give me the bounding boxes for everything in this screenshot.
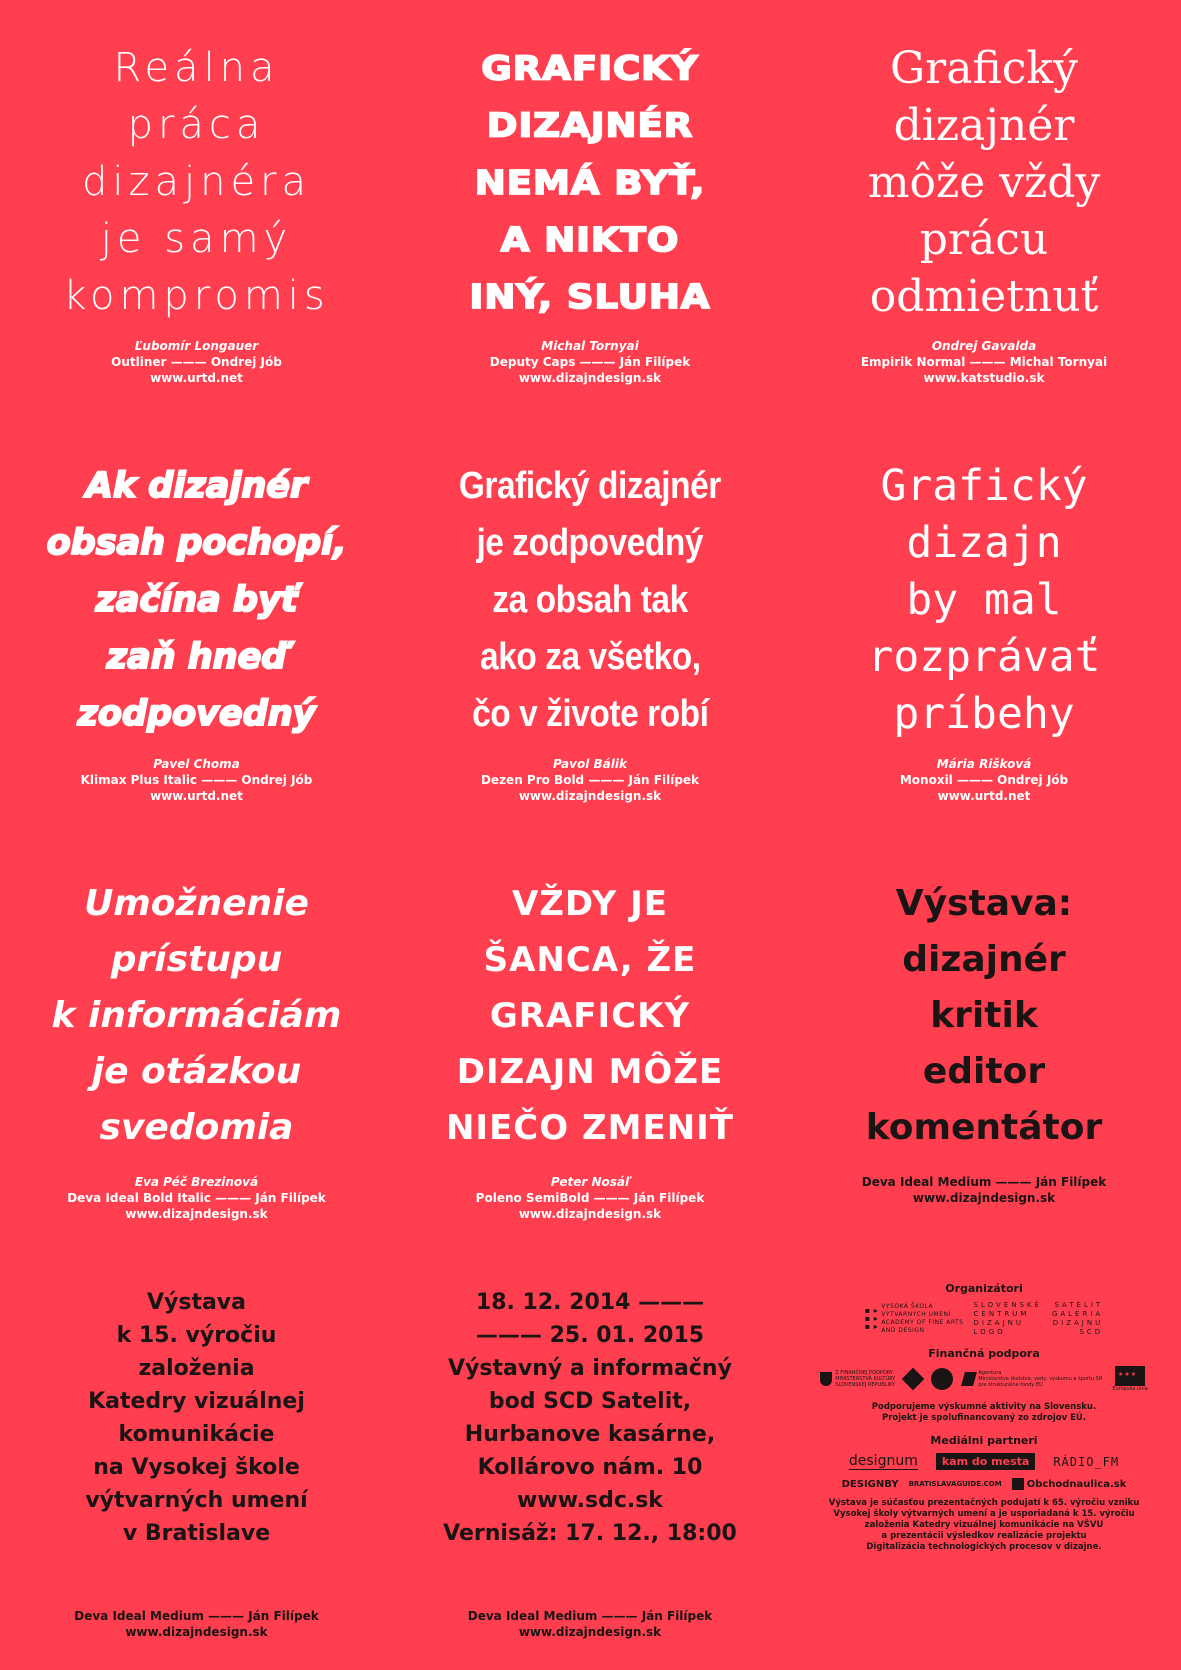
quote-line: k informáciám	[51, 995, 342, 1036]
anniversary-credit	[0, 1608, 393, 1640]
quote-text	[393, 458, 787, 743]
quote-line: čo v živote robí	[471, 693, 709, 735]
website-link[interactable]: www.urtd.net	[150, 371, 243, 385]
title-line: dizajnér	[902, 939, 1066, 980]
media-heading: Mediálni partneri	[930, 1434, 1038, 1447]
font-credit: Poleno SemiBold ——— Ján Filípek	[475, 1191, 705, 1205]
font-credit: Monoxil ——— Ondrej Jób	[899, 773, 1069, 787]
quote-line: dizajn	[906, 518, 1062, 568]
quote-author: Michal Tornyai	[541, 339, 639, 353]
radio-fm-logo: RÁDIO_FM	[1053, 1454, 1120, 1469]
event-dates-end: ——— 25. 01. 2015	[475, 1323, 705, 1348]
website-link[interactable]: www.dizajndesign.sk	[125, 1625, 268, 1639]
support-logos	[787, 1366, 1181, 1392]
info-line: na Vysokej škole	[93, 1455, 300, 1480]
quote-line: je zodpovedný	[476, 522, 704, 564]
obchodnaulica-logo-text: Obchodnaulica.sk	[1026, 1478, 1127, 1490]
quote-line: kompromis	[63, 273, 330, 319]
vsvu-logo	[865, 1303, 964, 1335]
quote-line: odmietnuť	[869, 271, 1099, 322]
venue-line: Hurbanove kasárne,	[464, 1422, 716, 1447]
house-icon	[1012, 1478, 1024, 1490]
quote-line: NEMÁ BYŤ,	[474, 163, 706, 202]
eu-flag-icon	[1115, 1366, 1145, 1386]
font-credit: Deva Ideal Medium ——— Ján Filípek	[74, 1609, 319, 1623]
vernissage-line: Vernisáž: 17. 12., 18:00	[443, 1521, 737, 1546]
anniversary-text	[0, 1286, 393, 1550]
agency-logo-text: Agentúra Ministerstva školstva, vedy, výskumu a športu SR pre štrukturálne fondy EÚ	[978, 1370, 1103, 1388]
quote-text	[393, 40, 787, 325]
quote-line: DIZAJN MÔŽE	[456, 1052, 724, 1092]
eu-logo	[1112, 1366, 1147, 1392]
venue-website-link[interactable]: www.sdc.sk	[517, 1488, 663, 1513]
support-note: Podporujeme výskumné aktivity na Slovensku. Projekt je spolufinancovaný zo zdrojov EÚ.	[871, 1402, 1097, 1423]
coat-of-arms-icon	[820, 1372, 832, 1386]
quote-author: Peter Nosáľ	[550, 1175, 630, 1189]
website-link[interactable]: www.dizajndesign.sk	[518, 1207, 662, 1221]
font-credit: Klimax Plus Italic ——— Ondrej Jób	[80, 773, 313, 787]
quote-credit	[393, 1174, 787, 1222]
title-line: Výstava:	[895, 883, 1073, 924]
exhibition-title	[787, 876, 1181, 1156]
website-link[interactable]: www.urtd.net	[937, 789, 1031, 803]
quote-line: rozprávať	[867, 632, 1101, 682]
quote-text	[787, 40, 1181, 325]
eu-logo-text: Európska únia	[1112, 1386, 1148, 1392]
quote-line: je otázkou	[91, 1051, 302, 1092]
title-line: komentátor	[865, 1107, 1103, 1148]
quote-line: je samý	[100, 216, 293, 262]
font-credit: Deva Ideal Medium ——— Ján Filípek	[467, 1609, 713, 1623]
quote-line: svedomia	[99, 1107, 294, 1148]
website-link[interactable]: www.dizajndesign.sk	[518, 371, 662, 385]
quote-text	[0, 458, 393, 743]
ministry-logo-text: Z FINANČNEJ PODPORY MINISTERSTVA KULTÚRY SLOVENSKEJ REPUBLIKY	[835, 1370, 896, 1388]
quote-line: za obsah tak	[492, 579, 688, 621]
font-credit: Dezen Pro Bold ——— Ján Filípek	[480, 773, 700, 787]
event-dates-start: 18. 12. 2014 ———	[475, 1290, 705, 1315]
font-credit: Outliner ——— Ondrej Jób	[111, 355, 282, 369]
quote-line: prácu	[919, 214, 1049, 265]
quote-credit	[0, 756, 393, 804]
quote-line: práca	[127, 102, 266, 148]
obchodnaulica-logo	[1012, 1478, 1127, 1490]
quote-block-gavalda	[787, 0, 1181, 418]
info-line: v Bratislave	[122, 1521, 271, 1546]
quote-credit	[787, 756, 1181, 804]
anniversary-block	[0, 1254, 393, 1670]
quote-line: dizajnéra	[81, 159, 312, 205]
quote-line: DIZAJNÉR	[486, 106, 694, 145]
info-line: k 15. výročiu	[116, 1323, 277, 1348]
media-logos-row-1	[787, 1453, 1181, 1470]
quote-block-balik	[393, 418, 787, 836]
quote-block-brezinova	[0, 836, 393, 1254]
quote-text	[393, 876, 787, 1156]
quote-credit	[0, 338, 393, 386]
kam-do-mesta-logo: kam do mesta	[936, 1453, 1035, 1470]
quote-line: VŽDY JE	[511, 884, 669, 924]
event-credit	[393, 1608, 787, 1640]
designby-logo: DESIGNBY	[841, 1478, 899, 1490]
quote-author: Pavol Bálik	[553, 757, 627, 771]
quote-credit	[0, 1174, 393, 1222]
agency-mark-icon	[961, 1372, 977, 1386]
quote-line: zodpovedný	[77, 694, 316, 734]
satelit-logo: SATELIT GALÉRIA DIZAJNU SCD	[1051, 1301, 1104, 1336]
quote-line: GRAFICKÝ	[481, 49, 699, 88]
quote-line: Reálna	[113, 45, 280, 91]
quote-text	[0, 40, 393, 325]
agency-logo	[963, 1370, 1102, 1388]
quote-line: GRAFICKÝ	[489, 996, 691, 1036]
info-line: komunikácie	[118, 1422, 275, 1447]
quote-block-longauer	[0, 0, 393, 418]
font-credit: Deva Ideal Medium ——— Ján Filípek	[861, 1175, 1107, 1189]
quote-line: obsah pochopí,	[46, 523, 347, 563]
quote-line: začína byť	[95, 580, 298, 620]
partners-panel	[787, 1282, 1181, 1553]
vsvu-logo-text: VYSOKÁ ŠKOLA VÝTVARNÝCH UMENÍ ACADEMY OF FINE ARTS AND DESIGN	[881, 1303, 964, 1334]
website-link[interactable]: www.dizajndesign.sk	[125, 1207, 268, 1221]
designum-logo: designum	[848, 1453, 918, 1469]
quote-line: Grafický	[890, 43, 1078, 94]
quote-credit	[393, 338, 787, 386]
partners-block	[787, 1254, 1181, 1670]
vsvu-logo-mark: ▪ ▸ ▪ ▸ ▪ ▸	[864, 1306, 879, 1331]
quote-block-tornyai	[393, 0, 787, 418]
quote-line: zaň hneď	[106, 637, 287, 677]
quote-line: INÝ, SLUHA	[469, 277, 711, 316]
venue-line: bod SCD Satelit,	[488, 1389, 692, 1414]
info-line: založenia	[138, 1356, 255, 1381]
organizers-heading: Organizátori	[945, 1282, 1023, 1295]
bratislavaguide-logo: BRATISLAVAGUIDE.COM	[908, 1480, 1002, 1488]
font-credit: Deva Ideal Bold Italic ——— Ján Filípek	[67, 1191, 326, 1205]
website-link[interactable]: www.urtd.net	[150, 789, 243, 803]
website-link[interactable]: www.dizajndesign.sk	[518, 1625, 662, 1639]
quote-author: Ľubomír Longauer	[134, 339, 259, 353]
quote-line: Grafický dizajnér	[458, 465, 722, 507]
quote-text	[787, 458, 1181, 743]
quote-line: Ak dizajnér	[85, 466, 308, 506]
quote-line: môže vždy	[867, 157, 1101, 208]
quote-line: príbehy	[893, 689, 1075, 739]
quote-text	[0, 876, 393, 1156]
quote-author: Ondrej Gavalda	[931, 339, 1037, 353]
quote-author: Mária Rišková	[936, 757, 1032, 771]
final-note: Výstava je súčasťou prezentačných podujatí k 65. výročiu vzniku Vysokej školy výtvarných umení a je usporiadaná k 15. výročiu založenia Katedry vizuálnej komunikácie na VŠVU a prezentácii výsledkov realizácie projektu Digitalizácia technologických procesov v dizajne.	[828, 1498, 1140, 1552]
quote-block-riskova	[787, 418, 1181, 836]
font-credit: Empirik Normal ——— Michal Tornyai	[860, 355, 1108, 369]
website-link[interactable]: www.dizajndesign.sk	[518, 789, 662, 803]
quote-author: Pavel Choma	[153, 757, 240, 771]
quote-line: Grafický	[880, 461, 1088, 511]
title-line: editor	[922, 1051, 1046, 1092]
quote-block-nosal	[393, 836, 787, 1254]
font-credit: Deputy Caps ——— Ján Filípek	[489, 355, 691, 369]
info-line: výtvarných umení	[85, 1488, 308, 1513]
quote-line: prístupu	[110, 939, 283, 980]
info-line: Výstava	[146, 1290, 246, 1315]
round-seal-icon	[931, 1368, 953, 1390]
quote-line: ŠANCA, ŽE	[483, 940, 697, 980]
venue-address: Kollárovo nám. 10	[477, 1455, 703, 1480]
venue-line: Výstavný a informačný	[448, 1356, 732, 1381]
scd-logo: SLOVENSKÉ CENTRUM DIZAJNU LOGO	[973, 1301, 1042, 1336]
quote-line: by mal	[906, 575, 1062, 625]
quote-line: dizajnér	[893, 100, 1075, 151]
media-logos-row-2	[787, 1478, 1181, 1490]
quote-line: ako za všetko,	[479, 636, 701, 678]
flag-emblem-icon	[902, 1368, 925, 1391]
quote-credit	[787, 338, 1181, 386]
quote-block-choma	[0, 418, 393, 836]
title-credit	[787, 1174, 1181, 1206]
event-text	[393, 1286, 787, 1550]
quote-line: Umožnenie	[84, 883, 309, 924]
website-link[interactable]: www.katstudio.sk	[923, 371, 1045, 385]
quote-author: Eva Péč Brezinová	[134, 1175, 259, 1189]
quote-line: A NIKTO	[500, 220, 680, 259]
ministry-logo	[820, 1370, 895, 1388]
title-line: kritik	[930, 995, 1038, 1036]
quote-credit	[393, 756, 787, 804]
exhibition-title-block	[787, 836, 1181, 1254]
event-info-block	[393, 1254, 787, 1670]
info-line: Katedry vizuálnej	[88, 1389, 305, 1414]
support-heading: Finančná podpora	[928, 1347, 1040, 1360]
website-link[interactable]: www.dizajndesign.sk	[912, 1191, 1056, 1205]
organizers-logos	[787, 1301, 1181, 1337]
quote-line: NIEČO ZMENIŤ	[445, 1108, 735, 1148]
